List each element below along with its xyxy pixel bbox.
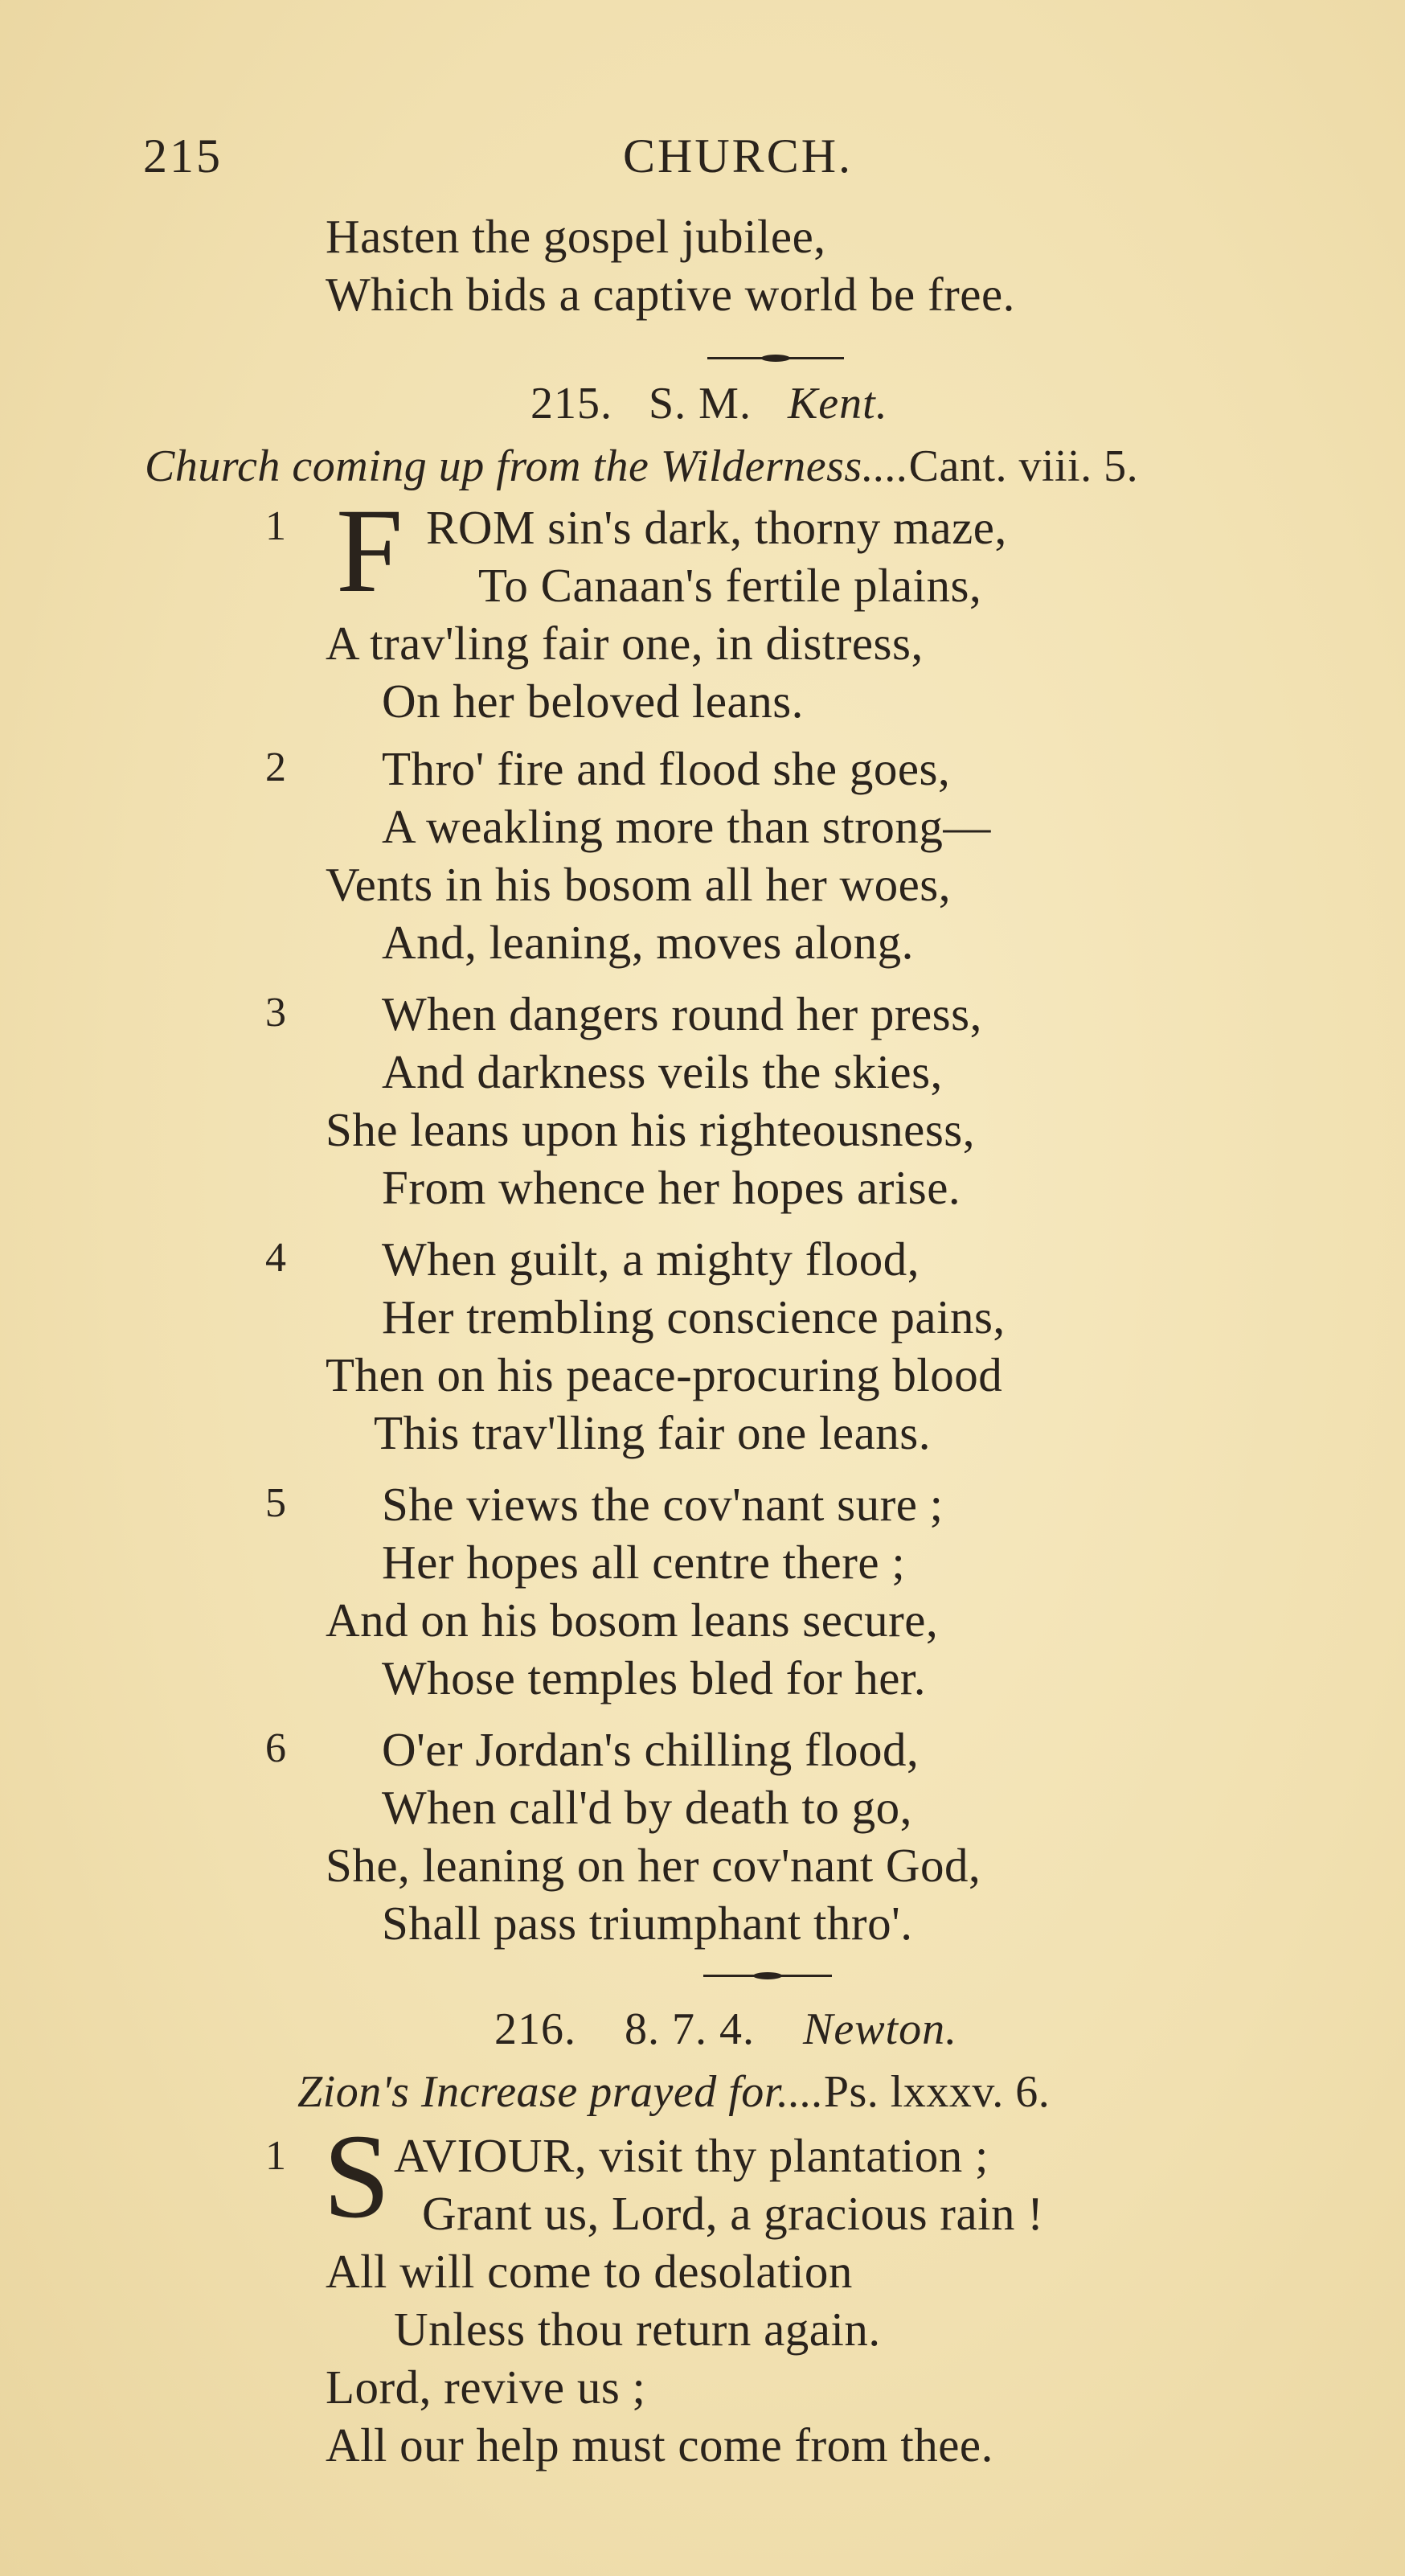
hymn-216-subject-line	[297, 2066, 1050, 2118]
verse-line: And darkness veils the skies,	[382, 1045, 943, 1098]
prev-hymn-line-1: Hasten the gospel jubilee,	[326, 210, 826, 263]
verse-line: She leans upon his righteousness,	[326, 1103, 976, 1156]
hymn-216-meter: 8. 7. 4.	[625, 2004, 755, 2054]
verse-line: From whence her hopes arise.	[382, 1161, 961, 1214]
verse-line: ROM sin's dark, thorny maze,	[426, 501, 1007, 554]
stanza-number: 1	[265, 2133, 286, 2179]
stanza-number: 4	[265, 1235, 286, 1281]
hymn-215-meter: S. M.	[649, 379, 752, 429]
verse-line: A weakling more than strong—	[382, 800, 991, 853]
verse-line: She views the cov'nant sure ;	[382, 1478, 944, 1531]
stanza-number: 1	[265, 503, 286, 549]
verse-line: To Canaan's fertile plains,	[478, 559, 982, 612]
verse-line: AVIOUR, visit thy plantation ;	[394, 2129, 989, 2182]
verse-line: When call'd by death to go,	[382, 1781, 912, 1834]
verse-line: Then on his peace-procuring blood	[326, 1348, 1003, 1401]
verse-line: This trav'lling fair one leans.	[374, 1406, 931, 1459]
verse-line: Thro' fire and flood she goes,	[382, 742, 951, 795]
running-title: CHURCH.	[623, 129, 854, 183]
verse-line: When guilt, a mighty flood,	[382, 1233, 920, 1286]
verse-line: A trav'ling fair one, in distress,	[326, 617, 924, 670]
hymn-216-subject: Zion's Increase prayed for....	[297, 2067, 824, 2117]
verse-line: Unless thou return again.	[394, 2303, 881, 2356]
hymn-215-number: 215.	[530, 379, 612, 429]
stanza-number: 2	[265, 744, 286, 790]
hymn-215-subject-line	[145, 441, 1138, 492]
hymn-216-number: 216.	[494, 2004, 576, 2054]
hymn-215-tune: Kent.	[787, 379, 888, 429]
verse-line: O'er Jordan's chilling flood,	[382, 1723, 920, 1776]
hymn-215-reference: Cant. viii. 5.	[908, 441, 1139, 491]
stanza-number: 5	[265, 1480, 286, 1526]
verse-line: She, leaning on her cov'nant God,	[326, 1839, 981, 1892]
verse-line: Grant us, Lord, a gracious rain !	[422, 2187, 1044, 2240]
stanza-number: 6	[265, 1725, 286, 1771]
drop-cap: F	[336, 484, 403, 617]
stanza-number: 3	[265, 990, 286, 1036]
section-divider	[707, 357, 844, 359]
hymn-215-heading	[530, 378, 888, 429]
verse-line: Lord, revive us ;	[326, 2361, 646, 2414]
divider-ornament-icon	[761, 355, 790, 362]
hymn-216-reference: Ps. lxxxv. 6.	[823, 2067, 1051, 2117]
page-number: 215	[143, 129, 223, 183]
verse-line: All our help must come from thee.	[326, 2418, 993, 2471]
verse-line: Shall pass triumphant thro'.	[382, 1897, 913, 1950]
hymn-216-heading	[494, 2004, 957, 2055]
prev-hymn-line-2: Which bids a captive world be free.	[326, 268, 1015, 321]
verse-line: And on his bosom leans secure,	[326, 1594, 939, 1647]
verse-line: Whose temples bled for her.	[382, 1651, 927, 1704]
hymn-215-subject: Church coming up from the Wilderness....	[145, 441, 909, 491]
verse-line: On her beloved leans.	[382, 675, 804, 728]
verse-line: Her hopes all centre there ;	[382, 1536, 906, 1589]
verse-line: Vents in his bosom all her woes,	[326, 858, 952, 911]
verse-line: When dangers round her press,	[382, 987, 982, 1040]
section-divider	[703, 1975, 832, 1977]
hymn-216-tune: Newton.	[803, 2004, 958, 2054]
verse-line: Her trembling conscience pains,	[382, 1290, 1006, 1343]
verse-line: And, leaning, moves along.	[382, 916, 914, 969]
verse-line: All will come to desolation	[326, 2245, 853, 2298]
divider-ornament-icon	[753, 1972, 782, 1979]
drop-cap: S	[323, 2110, 391, 2243]
